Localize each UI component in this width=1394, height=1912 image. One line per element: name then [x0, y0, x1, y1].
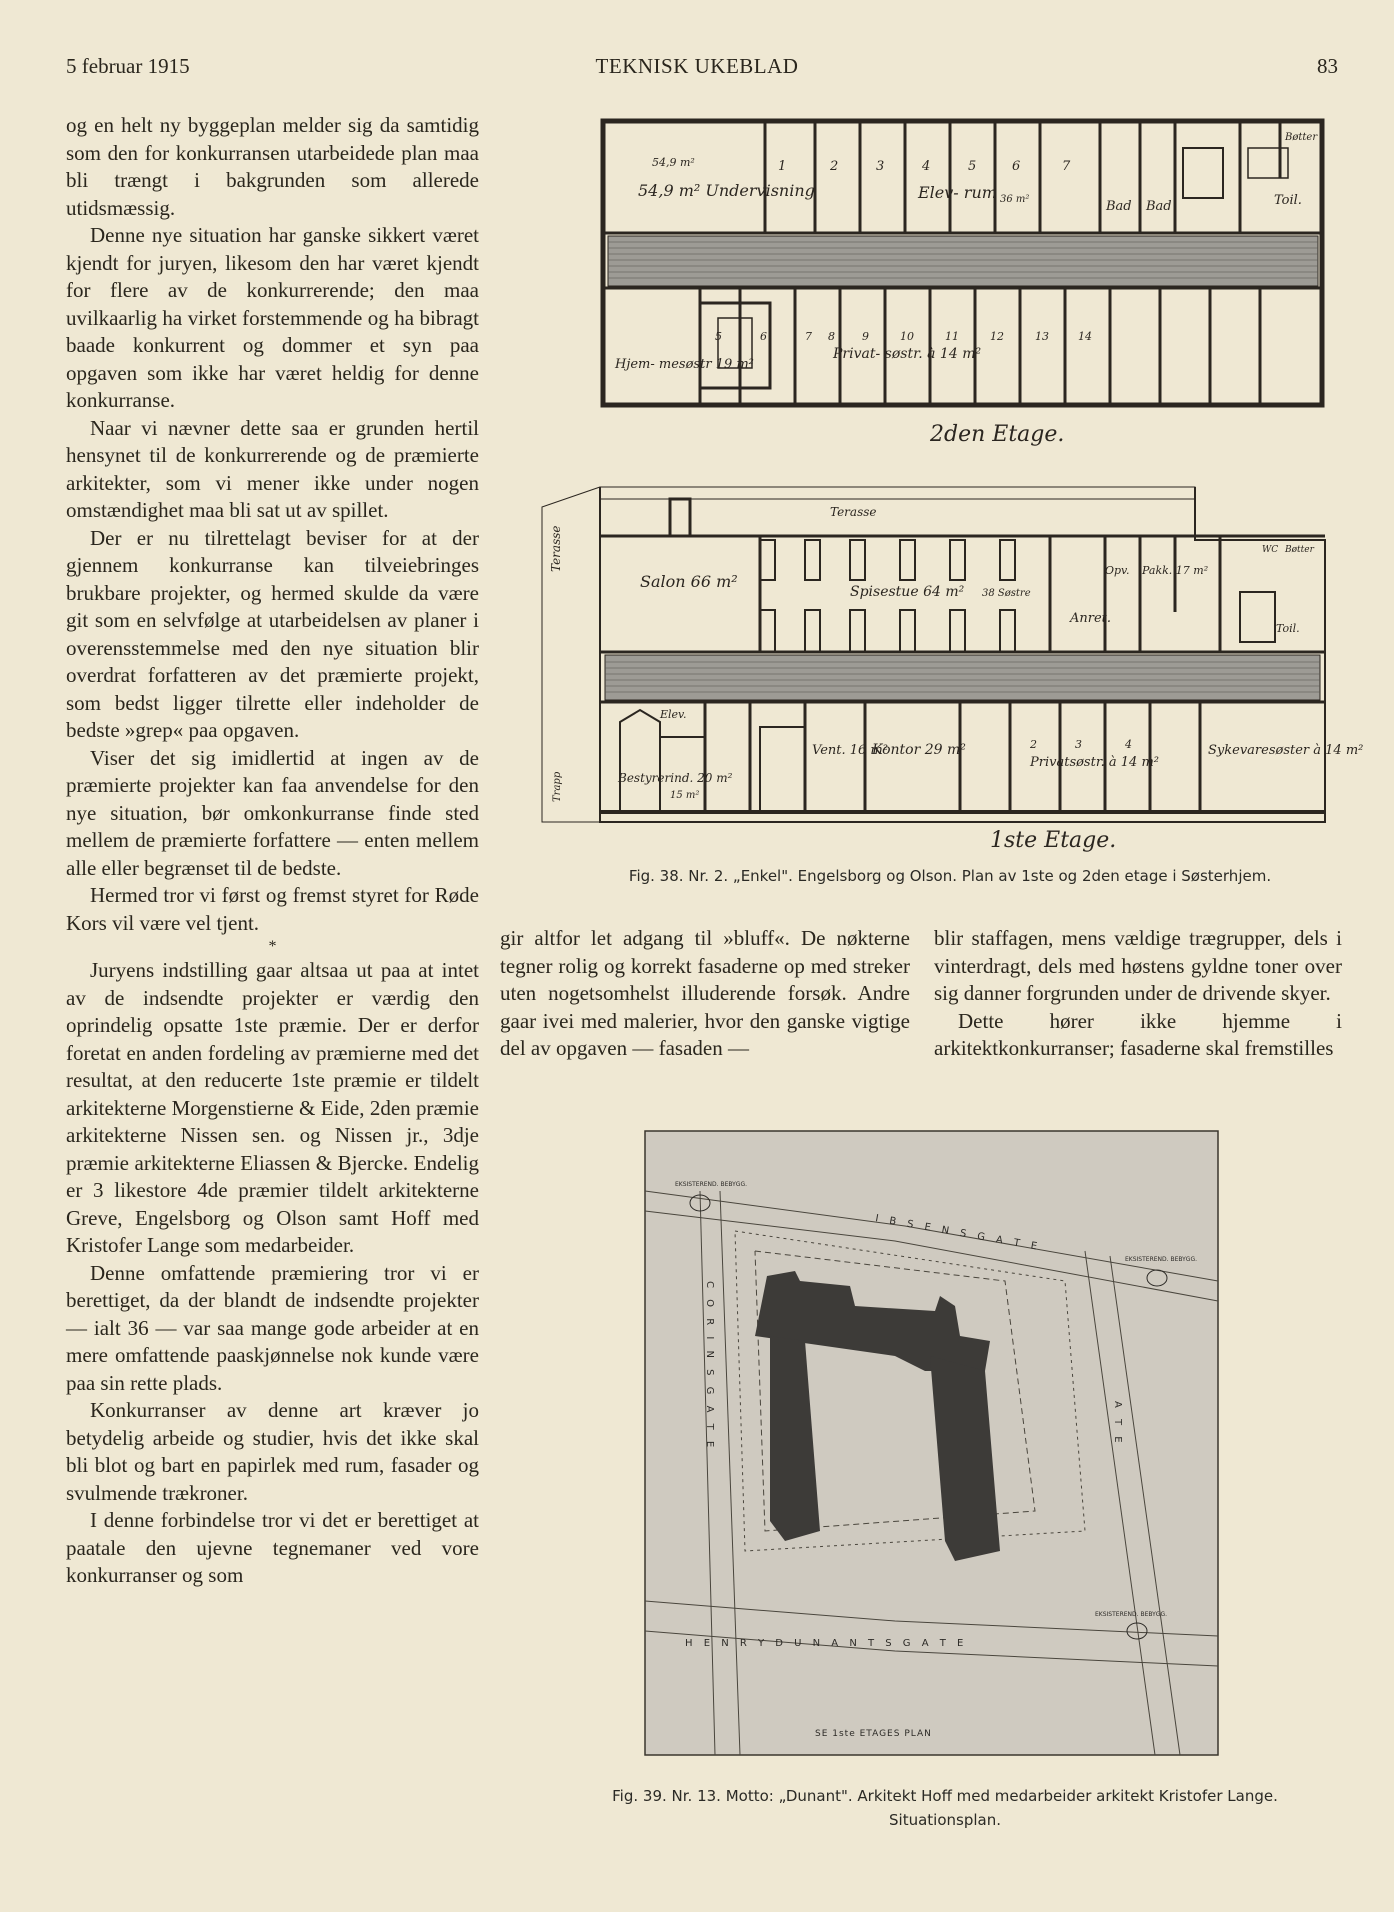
plan-title: 2den Etage.	[930, 422, 1065, 447]
plan-label: Vent. 16 m²	[812, 743, 888, 758]
plan-label: Bøtter	[1285, 132, 1318, 143]
plan-label: WC	[1262, 545, 1279, 555]
plan-label: Opv.	[1105, 564, 1130, 577]
plan-label: Privatsøstr. à 14 m²	[1030, 755, 1159, 770]
column-middle	[500, 925, 910, 1063]
plan-label: 3	[876, 159, 885, 174]
plan-label: Sykevaresøster à 14 m²	[1208, 743, 1364, 758]
plan-label: 7	[805, 330, 812, 343]
plan-title: 1ste Etage.	[990, 828, 1117, 853]
plan-label: 7	[1062, 159, 1071, 174]
paragraph: I denne forbindelse tror vi det er berettiget at paatale den ujevne tegnemaner ved vore konkurranser og som	[66, 1508, 479, 1587]
plan-label: 1	[778, 159, 787, 174]
floor-plan-2nd	[600, 118, 1325, 452]
plan-label: 4	[1125, 738, 1132, 751]
plan-label: 10	[900, 330, 914, 343]
plan-label: Toil.	[1274, 193, 1302, 208]
journal-title: TEKNISK UKEBLAD	[595, 54, 799, 78]
plan-label: Elev.	[660, 708, 687, 721]
figure-39-caption	[530, 1784, 1360, 1832]
plan-label: 8	[828, 330, 835, 343]
street-label: C O R I N S G A T E	[704, 1281, 715, 1452]
plan-label: 2	[1030, 738, 1037, 751]
paragraph: Konkurranser av denne art kræver jo betydelig arbeide og studier, hvis det ikke skal bli blot og bart en papirlek med rum, fasader og svulmende trækroner.	[66, 1398, 479, 1505]
plan-label: 3	[1075, 738, 1082, 751]
plan-label: 12	[990, 330, 1004, 343]
plan-label: 5	[968, 159, 977, 174]
plan-label: 11	[945, 330, 959, 343]
plan-label: Trapp	[552, 771, 563, 802]
plan-label: Pakk. 17 m²	[1142, 564, 1209, 577]
floor-plan-1st	[520, 482, 1364, 858]
plan-label: Terasse	[549, 525, 563, 572]
plan-label: 6	[760, 330, 767, 343]
running-header	[0, 54, 1394, 84]
plan-label: Spisestue 64 m²	[850, 584, 965, 600]
plan-label: 6	[1012, 159, 1021, 174]
plan-label: 13	[1035, 330, 1049, 343]
paragraph: Hermed tror vi først og fremst styret for Røde Kors vil være vel tjent.	[66, 883, 479, 935]
floor-plan-2nd-drawing	[600, 118, 1325, 448]
plan-label: Kontor 29 m²	[872, 742, 966, 758]
plan-label: 54,9 m² Undervisning	[638, 181, 815, 200]
paragraph: og en helt ny byggeplan melder sig da samtidig som den for konkurransen utarbeidede plan maa bli trængt i bakgrunden som allerede utidsmæssig.	[66, 113, 479, 220]
paragraph: Viser det sig imidlertid at ingen av de præmierte projekter kan faa anvendelse for den nye situation, bør omkonkurranse finde sted mellem de præmierte forfattere — enten mellem alle eller begrænset til de bedste.	[66, 745, 479, 880]
caption-line: Fig. 39. Nr. 13. Motto: „Dunant". Arkitekt Hoff med medarbeider arkitekt Kristofer Lange.	[612, 1787, 1278, 1805]
paragraph: Dette hører ikke hjemme i arkitektkonkurranser; fasaderne skal fremstilles	[934, 1008, 1342, 1060]
plan-label: Bøtter	[1285, 545, 1314, 555]
street-label: H E N R Y D U N A N T S G A T E	[685, 1638, 968, 1649]
plan-label: 36 m²	[1000, 194, 1030, 205]
paragraph: gir altfor let adgang til »bluff«. De nøkterne tegner rolig og korrekt fasaderne op med streker uten nogetsomhelst illuderende forsøk. Andre gaar ivei med malerier, hvor den ganske vigtige del av opgaven — fasaden —	[500, 926, 910, 1060]
plan-label: 9	[862, 330, 869, 343]
plan-label: 14	[1078, 330, 1092, 343]
plan-label: Toil.	[1276, 622, 1300, 635]
paragraph: Juryens indstilling gaar altsaa ut paa at intet av de indsendte projekter er værdig den oprindelig opsatte 1ste præmie. Der er derfor foretat en anden fordeling av præmierne med det resultat, at den reducerte 1ste præmie er tildelt arkitekterne Morgenstierne & Eide, 2den præmie arkitekterne Nissen sen. og Nissen jr., 3dje præmie arkitekterne Eliassen & Bjercke. Endelig er 3 likestore 4de præmier tildelt arkitekterne Greve, Engelsborg og Olson samt Hoff med Kristofer Lange som medarbeider.	[66, 958, 479, 1257]
caption-line: Situationsplan.	[889, 1811, 1001, 1829]
paragraph: Naar vi nævner dette saa er grunden hertil hensynet til de konkurrerende og de præmierte arkitekter, som vi mener ikke under nogen omstændighet maa bli sat ut av spillet.	[66, 415, 479, 522]
corner-label: EKSISTEREND. BEBYGG.	[675, 1181, 748, 1188]
plan-note: SE 1ste ETAGES PLAN	[815, 1729, 932, 1739]
column-right	[934, 925, 1342, 1063]
plan-label: 54,9 m²	[652, 156, 695, 169]
page-number: 83	[1317, 54, 1338, 78]
issue-date: 5 februar 1915	[66, 54, 190, 78]
column-left	[66, 112, 479, 1590]
paragraph: Denne nye situation har ganske sikkert været kjendt for juryen, likesom den har været kjendt for flere av de konkurrerende; den maa uvilkaarlig ha virket forstemmende og ha bibragt baade konkurrent og dommer et syn paa opgaven som ikke har været heldig for denne konkurranse.	[66, 223, 479, 412]
plan-label: 2	[830, 159, 839, 174]
plan-label: Salon 66 m²	[640, 572, 738, 591]
plan-label: Hjem- mesøstr 19 m²	[615, 357, 754, 372]
plan-label: Bad	[1146, 199, 1172, 214]
plan-label: Elev- rum	[918, 183, 997, 202]
plan-label: 15 m²	[670, 790, 700, 801]
floor-plan-1st-drawing	[520, 482, 1364, 854]
street-label: I B S E N S G A T E	[874, 1213, 1042, 1254]
paragraph: Der er nu tilrettelagt beviser for at der gjennem konkurranse kan tilveiebringes brukbare projekter, og hermed skulde da være git som en selvfølge at utarbeidelsen av planer i overensstemmelse med den nye situation blir overdrat forfatteren av det præmierte projekt, som bedst ligger tilrette eller indeholder de bedste »grep« paa opgaven.	[66, 525, 479, 742]
plan-label: Privat- søstr. à 14 m²	[833, 346, 982, 362]
paragraph: blir staffagen, mens vældige trægrupper, dels i vinterdragt, dels med høstens gyldne toner over sig danner forgrunden under de drivende skyer.	[934, 926, 1342, 1005]
plan-label: Terasse	[830, 505, 877, 519]
site-plan	[645, 1131, 1218, 1755]
section-separator: *	[268, 938, 277, 955]
corner-label: EKSISTEREND. BEBYGG.	[1095, 1611, 1168, 1618]
corner-label: EKSISTEREND. BEBYGG.	[1125, 1256, 1198, 1263]
plan-label: 38 Søstre	[982, 588, 1031, 599]
plan-label: 5	[715, 330, 722, 343]
plan-label: 4	[922, 159, 931, 174]
plan-label: Anret.	[1070, 611, 1112, 626]
site-plan-drawing	[645, 1131, 1218, 1755]
paragraph: Denne omfattende præmiering tror vi er berettiget, da der blandt de indsendte projekter — ialt 36 — var saa mange gode arbeider at en mere omfattende paaskjønnelse nok kunde være paa sin rette plads.	[66, 1260, 479, 1395]
figure-38-caption: Fig. 38. Nr. 2. „Enkel". Engelsborg og Olson. Plan av 1ste og 2den etage i Søsterhjem.	[628, 867, 1272, 885]
street-label: A T E	[1112, 1401, 1123, 1447]
plan-label: Bad	[1106, 199, 1132, 214]
plan-label: Bestyrerind. 20 m²	[618, 771, 733, 785]
